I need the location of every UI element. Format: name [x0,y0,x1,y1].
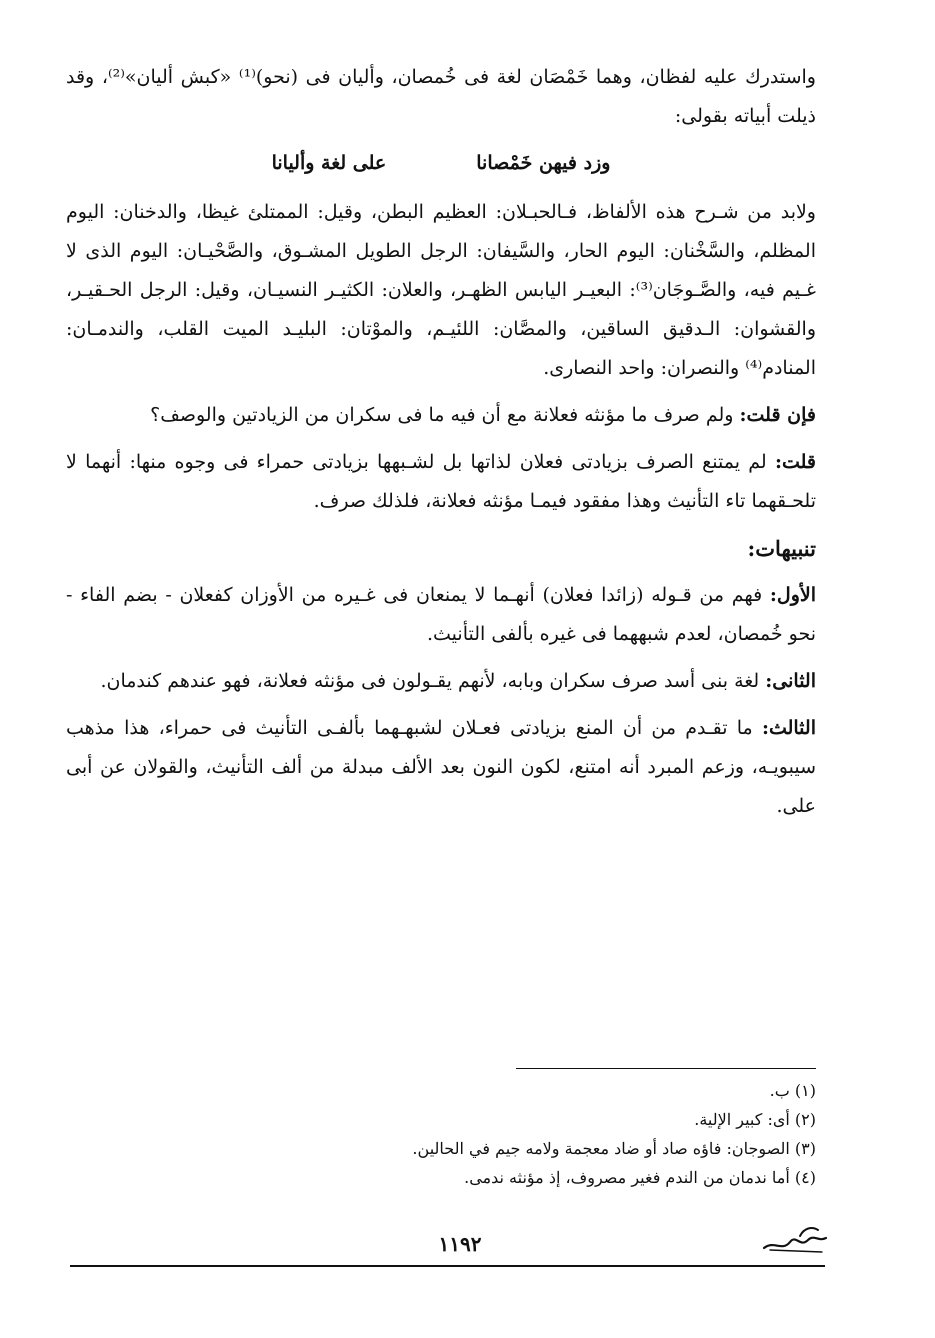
paragraph-intro: واستدرك عليه لفظان، وهما خَمْصَان لغة فى خُمصان، وأليان فى (نحو)⁽¹⁾ «كبش أليان»⁽²⁾، وقد ذيلت أبياته بقولى: [66,66,816,127]
signature-mark-icon [760,1218,830,1258]
note-first-text: فهم من قـوله (زائدا فعلان) أنهـما لا يمنعان فى غـيره من الأوزان كفعلان - بضم الفاء - نحو خُمصان، لعدم شبههما فى غيره بألفى التأنيث. [66,584,816,645]
question-lead: فإن قلت: [739,404,816,426]
footnote-4: (٤) أما ندمان من الندم فغير مصروف، إذ مؤنثه ندمى. [464,1168,816,1187]
page-number: ١١٩٢ [438,1232,482,1256]
section-heading: تنبيهات: [747,536,816,561]
verse-hemistich-left: على لغة وأليانا [271,152,387,174]
paragraph-question [66,396,816,435]
paragraph-answer [66,443,816,521]
footnote-2: (٢) أى: كبير الإلية. [694,1110,816,1129]
note-third [66,709,816,826]
note-second-text: لغة بنى أسد صرف سكران وبابه، لأنهم يقـولون فى مؤنثه فعلانة، فهو عندهم كندمان. [100,670,760,692]
note-third-lead: الثالث: [761,717,816,739]
footnotes [66,1076,816,1192]
footnote-3: (٣) الصوجان: فاؤه صاد أو ضاد معجمة ولامه جيم في الحالين. [412,1139,816,1158]
note-second-lead: الثانى: [765,670,816,692]
bottom-divider [70,1265,825,1267]
note-first-lead: الأول: [769,584,816,606]
verse-line [66,144,816,183]
question-text: ولم صرف ما مؤنثه فعلانة مع أن فيه ما فى سكران من الزيادتين والوصف؟ [150,404,734,426]
verse-hemistich-right: وزد فيهن خَمْصانا [476,152,611,174]
note-second [66,662,816,701]
footnote-divider [516,1068,816,1069]
note-third-text: ما تقـدم من أن المنع بزيادتى فعـلان لشبهـهما بألفـى التأنيث فى حمراء، هذا مذهب سيبويـه، وزعم المبرد أنه امتنع، لكون النون بعد الألف مبدلة من ألف التأنيث، والقولان عن أبى على. [66,717,816,817]
note-first [66,576,816,654]
footnote-1: (١) ب. [769,1081,816,1100]
main-text [66,58,816,834]
answer-lead: قلت: [774,451,816,473]
answer-text: لم يمتنع الصرف بزيادتى فعلان لذاتها بل لشـبهها بزيادتى حمراء فى وجوه منها: أنهما لا تلحـقهما تاء التأنيث وهذا مفقود فيمـا مؤنثه فعلانة، فلذلك صرف. [66,451,816,512]
paragraph-definitions: ولابد من شـرح هذه الألفاظ، فـالحبـلان: العظيم البطن، وقيل: الممتلئ غيظا، والدخنان: اليوم المظلم، والسَّخْنان: اليوم الحار، والسَّيفان: الرجل الطويل المشـوق، والصَّحْيـان: اليوم الذى لا غـيم فيه، والصَّـوجَان⁽³⁾: البعيـر اليابس الظهـر، والعلان: الكثيـر النسيـان، وقيل: الرجل الحـقيـر، والقشوان: الـدقيق الساقين، والمصَّان: اللئيـم، والموْتان: البليـد الميت القلب، والندمـان: المنادم⁽⁴⁾ والنصران: واحد النصارى. [66,201,816,379]
